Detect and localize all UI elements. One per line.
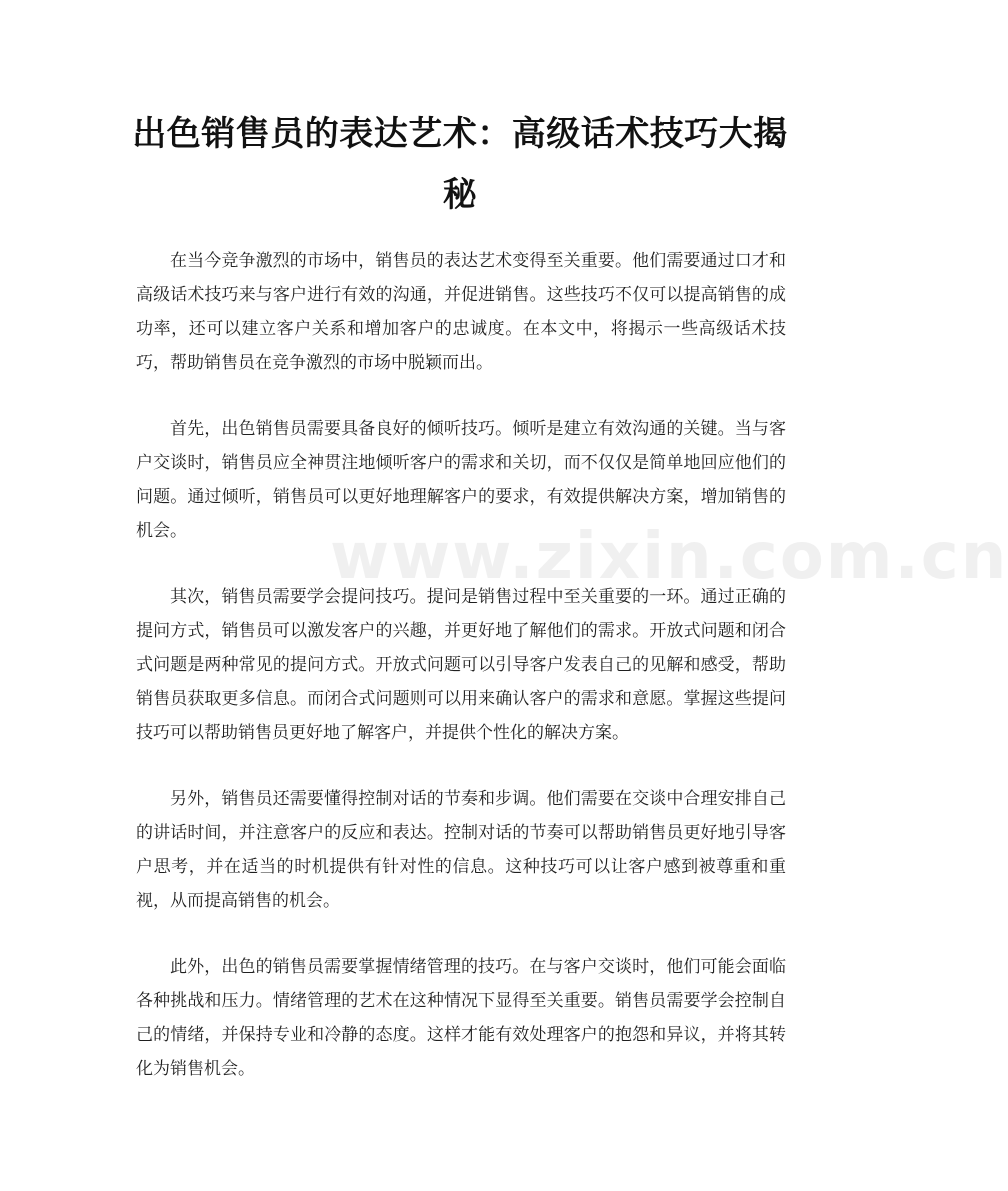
paragraph-emotion: 此外，出色的销售员需要掌握情绪管理的技巧。在与客户交谈时，他们可能会面临各种挑战和压力。情绪管理的艺术在这种情况下显得至关重要。销售员需要学会控制自己的情绪，并保持专业和冷静的态度。这样才能有效处理客户的抱怨和异议，并将其转化为销售机会。 — [136, 957, 786, 1079]
paragraph-pacing: 另外，销售员还需要懂得控制对话的节奏和步调。他们需要在交谈中合理安排自己的讲话时间，并注意客户的反应和表达。控制对话的节奏可以帮助销售员更好地引导客户思考，并在适当的时机提供有针对性的信息。这种技巧可以让客户感到被尊重和重视，从而提高销售的机会。 — [136, 789, 786, 911]
paragraph-intro: 在当今竞争激烈的市场中，销售员的表达艺术变得至关重要。他们需要通过口才和高级话术技巧来与客户进行有效的沟通，并促进销售。这些技巧不仅可以提高销售的成功率，还可以建立客户关系和增加客户的忠诚度。在本文中，将揭示一些高级话术技巧，帮助销售员在竞争激烈的市场中脱颖而出。 — [136, 251, 786, 373]
paragraph-questioning: 其次，销售员需要学会提问技巧。提问是销售过程中至关重要的一环。通过正确的提问方式，销售员可以激发客户的兴趣，并更好地了解他们的需求。开放式问题和闭合式问题是两种常见的提问方式。开放式问题可以引导客户发表自己的见解和感受，帮助销售员获取更多信息。而闭合式问题则可以用来确认客户的需求和意愿。掌握这些提问技巧可以帮助销售员更好地了解客户，并提供个性化的解决方案。 — [136, 587, 786, 743]
document-body — [136, 244, 786, 1118]
watermark: www.zixin.com.cn — [330, 520, 1008, 594]
document-title: 出色销售员的表达艺术：高级话术技巧大揭秘 — [132, 114, 788, 215]
paragraph-listening: 首先，出色销售员需要具备良好的倾听技巧。倾听是建立有效沟通的关键。当与客户交谈时，销售员应全神贯注地倾听客户的需求和关切，而不仅仅是简单地回应他们的问题。通过倾听，销售员可以更好地理解客户的要求，有效提供解决方案，增加销售的机会。 — [136, 419, 786, 541]
